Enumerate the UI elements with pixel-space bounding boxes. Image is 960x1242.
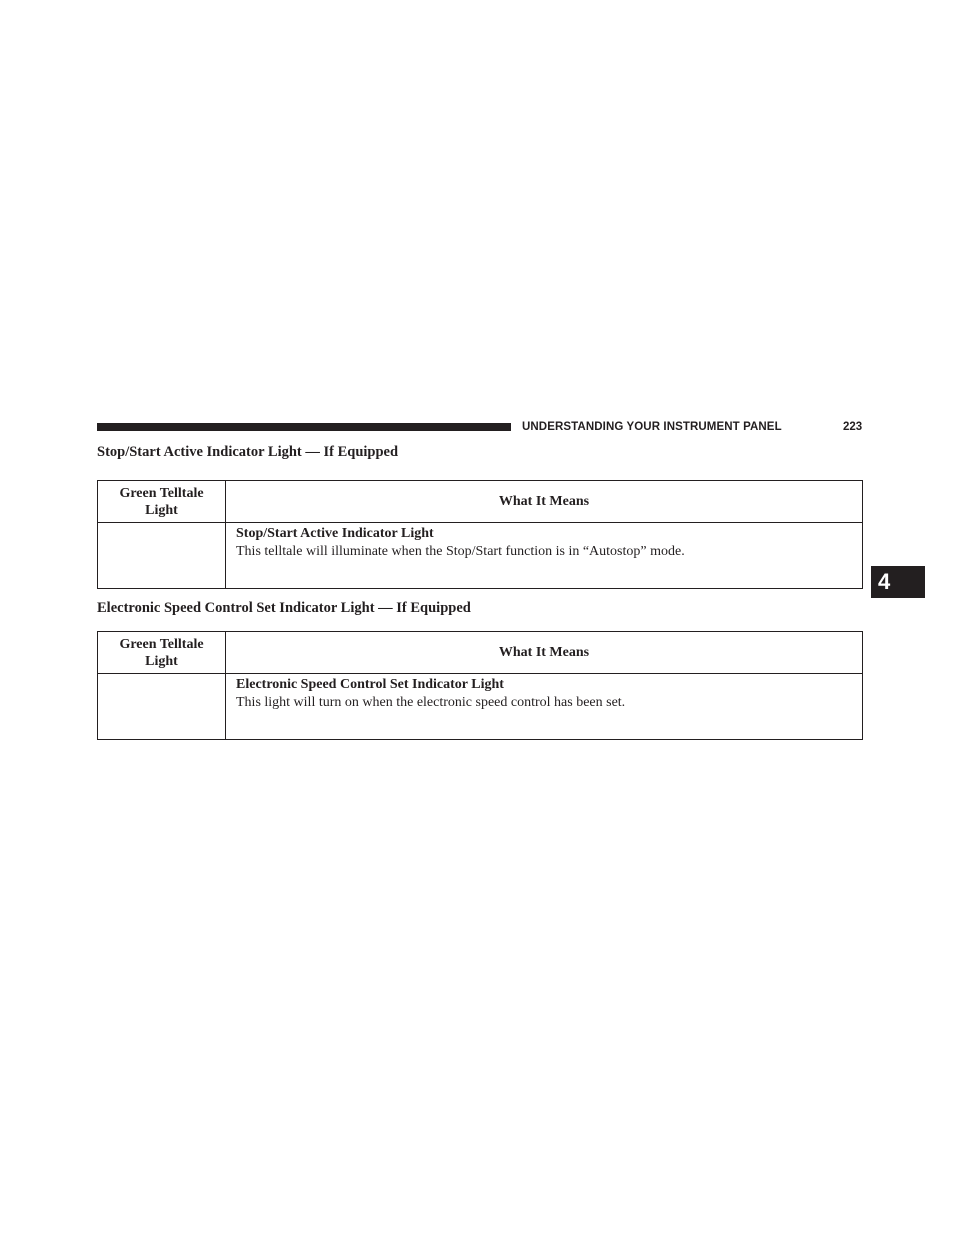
table-header-row (98, 632, 863, 674)
indicator-name: Stop/Start Active Indicator Light (236, 526, 434, 541)
telltale-icon-cell (98, 674, 226, 740)
running-header: UNDERSTANDING YOUR INSTRUMENT PANEL (522, 421, 782, 433)
table-header-row (98, 481, 863, 523)
telltale-icon-cell (98, 523, 226, 589)
indicator-description: This telltale will illuminate when the Stop/Start function is in “Autostop” mode. (236, 544, 685, 559)
column-header-telltale: Green Telltale Light (98, 632, 226, 674)
column-header-what-it-means: What It Means (226, 632, 863, 674)
page-number: 223 (843, 421, 863, 433)
description-cell (226, 523, 863, 589)
section-title-speed-control: Electronic Speed Control Set Indicator Light — If Equipped (97, 600, 471, 616)
chapter-tab: 4 (871, 566, 925, 598)
section-title-stop-start: Stop/Start Active Indicator Light — If Equipped (97, 444, 399, 460)
indicator-description: This light will turn on when the electronic speed control has been set. (236, 695, 626, 710)
telltale-table-speed-control (97, 631, 863, 740)
column-header-what-it-means: What It Means (226, 481, 863, 523)
column-header-telltale: Green Telltale Light (98, 481, 226, 523)
header-rule (97, 423, 511, 431)
table-row (98, 674, 863, 740)
description-cell (226, 674, 863, 740)
indicator-name: Electronic Speed Control Set Indicator Light (236, 677, 504, 692)
table-row (98, 523, 863, 589)
telltale-table-stop-start (97, 480, 863, 589)
